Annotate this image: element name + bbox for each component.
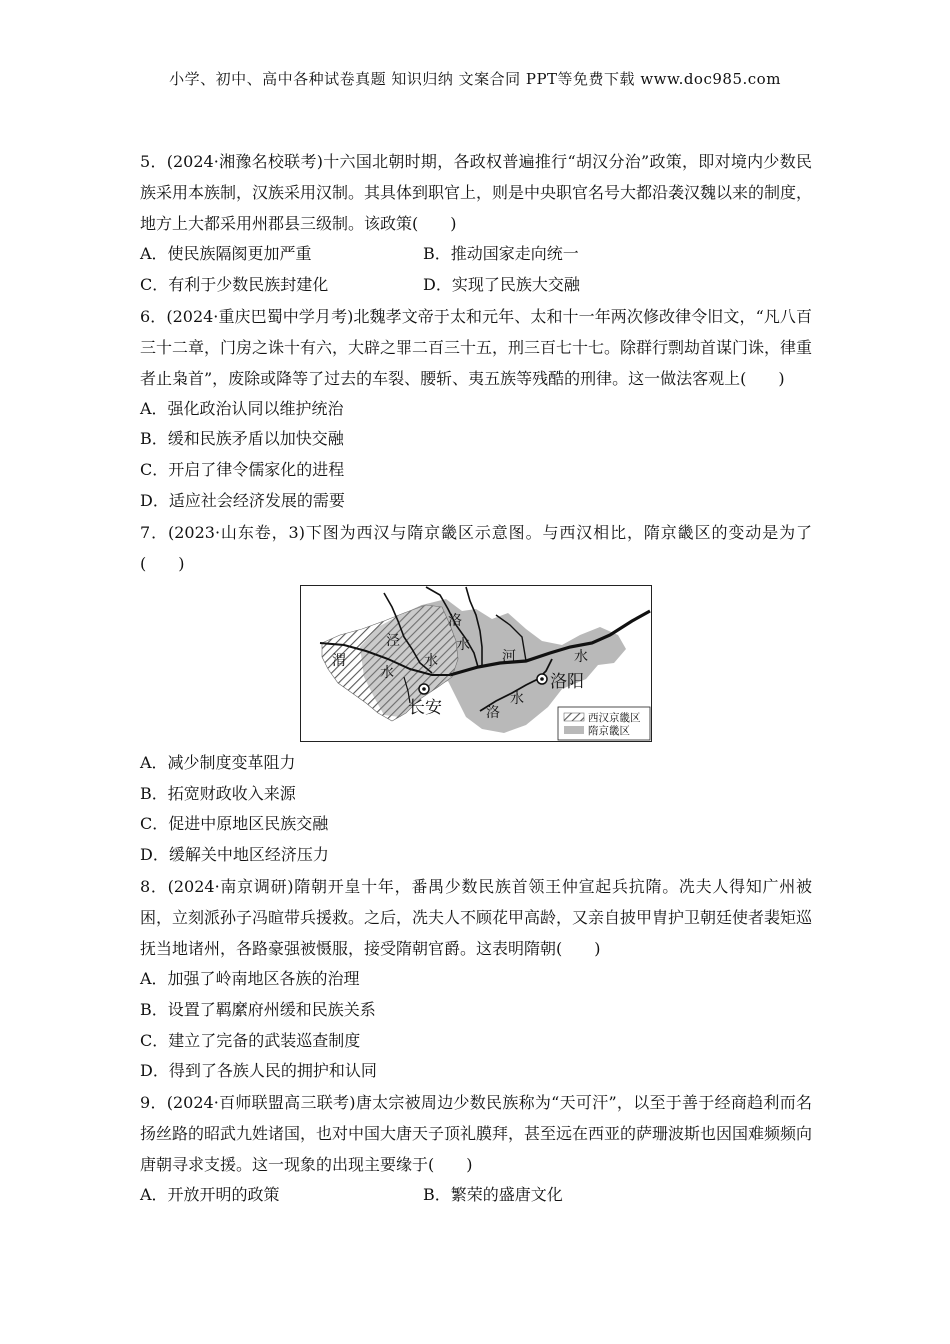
option-c[interactable]: C．有利于少数民族封建化 xyxy=(140,274,329,294)
question-stem: 5．(2024·湘豫名校联考)十六国北朝时期，各政权普遍推行“胡汉分治”政策，即对境内少数民族采用本族制，汉族采用汉制。其具体到职官上，则是中央职官名号大都沿袭汉魏以来的制度，地方上大都采用州郡县三级制。该政策( ) xyxy=(140,152,813,233)
label-wei: 渭 xyxy=(332,652,346,669)
option-c[interactable]: C．开启了律令儒家化的进程 xyxy=(140,460,345,480)
question-stem: 8．(2024·南京调研)隋朝开皇十年，番禺少数民族首领王仲宣起兵抗隋。冼夫人得知广州被困，立刻派孙子冯暄带兵援救。之后，冼夫人不顾花甲高龄，又亲自披甲胄护卫朝廷使者裴矩巡抚当地诸州，各路豪强被慑服，接受隋朝官爵。这表明隋朝( ) xyxy=(140,876,813,958)
option-c[interactable]: C．建立了完备的武装巡查制度 xyxy=(140,1030,361,1050)
legend-sui: 隋京畿区 xyxy=(588,724,630,737)
label-jing: 泾 xyxy=(386,632,400,649)
option-b[interactable]: B．拓宽财政收入来源 xyxy=(140,783,296,803)
option-a[interactable]: A．加强了岭南地区各族的治理 xyxy=(140,968,360,988)
label-luoyang: 洛阳 xyxy=(550,671,584,692)
legend-xihan: 西汉京畿区 xyxy=(588,711,641,724)
option-b[interactable]: B．推动国家走向统一 xyxy=(423,244,579,263)
label-shui3: 水 xyxy=(456,636,470,653)
legend-xihan-swatch xyxy=(564,713,584,721)
capital-region-map xyxy=(300,585,652,742)
legend-sui-swatch xyxy=(564,726,584,734)
label-luo-north: 洛 xyxy=(448,612,462,629)
label-shui2: 水 xyxy=(424,652,438,669)
question-list xyxy=(140,146,812,1211)
option-a[interactable]: A．开放开明的政策 xyxy=(140,1185,280,1205)
option-b[interactable]: B．设置了羁縻府州缓和民族关系 xyxy=(140,999,376,1019)
label-shui5: 水 xyxy=(510,690,524,707)
label-shui4: 水 xyxy=(574,648,588,665)
option-d[interactable]: D．得到了各族人民的拥护和认同 xyxy=(140,1061,377,1081)
page-header: 小学、初中、高中各种试卷真题 知识归纳 文案合同 PPT等免费下载 www.doc985.com xyxy=(169,70,781,88)
option-d[interactable]: D．缓解关中地区经济压力 xyxy=(140,845,329,865)
label-shui1: 水 xyxy=(380,664,394,681)
label-he: 河 xyxy=(502,648,516,665)
option-d[interactable]: D．实现了民族大交融 xyxy=(423,274,580,294)
label-changan: 长安 xyxy=(408,697,442,718)
question-stem: 6．(2024·重庆巴蜀中学月考)北魏孝文帝于太和元年、太和十一年两次修改律令旧文，“凡八百三十二章，门房之诛十有六，大辟之罪二百三十五，刑三百七十七。除群行剽劫首谋门诛，律重者止枭首”，废除或降等了过去的车裂、腰斩、夷五族等残酷的刑律。这一做法客观上( ) xyxy=(140,306,813,388)
option-b[interactable]: B．繁荣的盛唐文化 xyxy=(423,1185,563,1205)
option-b[interactable]: B．缓和民族矛盾以加快交融 xyxy=(140,429,344,449)
question-6 xyxy=(140,301,812,517)
question-7 xyxy=(140,517,812,871)
label-luo-south: 洛 xyxy=(486,704,500,721)
map-legend xyxy=(558,707,650,740)
question-5 xyxy=(140,146,812,301)
option-c[interactable]: C．促进中原地区民族交融 xyxy=(140,814,329,834)
option-a[interactable]: A．减少制度变革阻力 xyxy=(140,752,296,772)
option-d[interactable]: D．适应社会经济发展的需要 xyxy=(140,490,345,510)
question-8 xyxy=(140,871,812,1087)
option-a[interactable]: A．使民族隔阂更加严重 xyxy=(140,244,312,263)
question-stem: 7．(2023·山东卷，3)下图为西汉与隋京畿区示意图。与西汉相比，隋京畿区的变动是为了( ) xyxy=(140,522,812,573)
option-a[interactable]: A．强化政治认同以维护统治 xyxy=(140,398,344,418)
question-stem: 9．(2024·百师联盟高三联考)唐太宗被周边少数民族称为“天可汗”，以至于善于经商趋利而名扬丝路的昭武九姓诸国，也对中国大唐天子顶礼膜拜，甚至远在西亚的萨珊波斯也因国难频频向唐朝寻求支援。这一现象的出现主要缘于( ) xyxy=(140,1093,813,1175)
question-9 xyxy=(140,1087,812,1211)
